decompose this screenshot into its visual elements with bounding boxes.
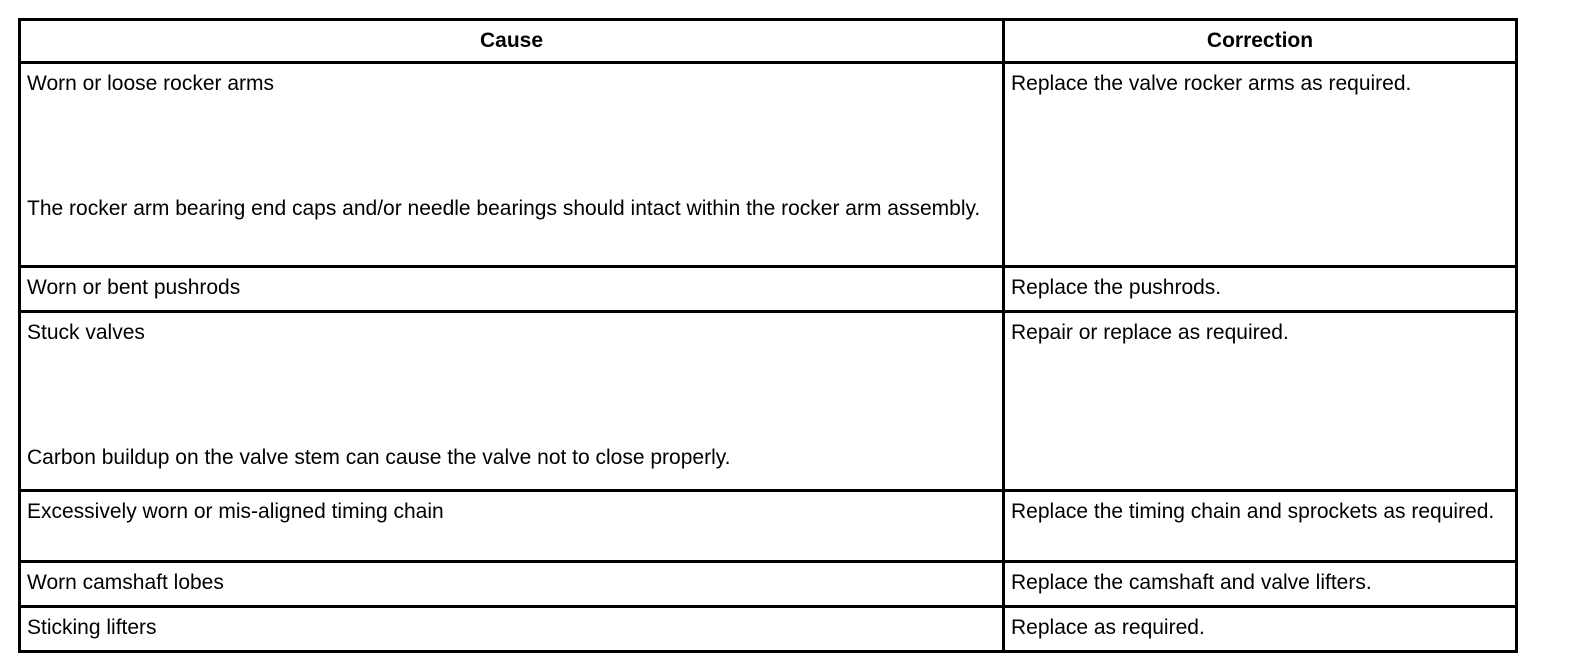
cause-text: Worn or bent pushrods: [27, 276, 241, 299]
correction-text: Replace the valve rocker arms as required.: [1011, 72, 1412, 95]
correction-cell: [1004, 267, 1517, 312]
cause-note: Carbon buildup on the valve stem can cause the valve not to close properly.: [27, 446, 731, 469]
correction-cell: [1004, 607, 1517, 652]
diagnosis-table: [18, 18, 1518, 653]
cause-text: Worn camshaft lobes: [27, 571, 224, 594]
correction-cell: [1004, 562, 1517, 607]
cause-cell: [20, 491, 1004, 562]
header-cause: Cause: [20, 20, 1004, 63]
table-row: [20, 491, 1517, 562]
cause-cell: [20, 312, 1004, 491]
table-header-row: [20, 20, 1517, 63]
correction-text: Replace the timing chain and sprockets as required.: [1011, 500, 1495, 523]
correction-cell: [1004, 491, 1517, 562]
table-row: [20, 312, 1517, 491]
correction-text: Repair or replace as required.: [1011, 321, 1289, 344]
table-row: [20, 562, 1517, 607]
cause-cell: [20, 267, 1004, 312]
cause-text: Stuck valves: [27, 321, 145, 344]
cause-cell: [20, 607, 1004, 652]
cause-text: Excessively worn or mis-aligned timing chain: [27, 500, 444, 523]
correction-cell: [1004, 312, 1517, 491]
table-row: [20, 63, 1517, 267]
cause-cell: [20, 562, 1004, 607]
cause-text: Sticking lifters: [27, 616, 157, 639]
correction-cell: [1004, 63, 1517, 267]
cause-text: Worn or loose rocker arms: [27, 72, 275, 95]
correction-text: Replace as required.: [1011, 616, 1205, 639]
cause-note: The rocker arm bearing end caps and/or needle bearings should intact within the rocker arm assembly.: [27, 197, 981, 220]
cause-cell: [20, 63, 1004, 267]
table-row: [20, 607, 1517, 652]
header-correction: Correction: [1004, 20, 1517, 63]
table-row: [20, 267, 1517, 312]
correction-text: Replace the camshaft and valve lifters.: [1011, 571, 1372, 594]
correction-text: Replace the pushrods.: [1011, 276, 1222, 299]
